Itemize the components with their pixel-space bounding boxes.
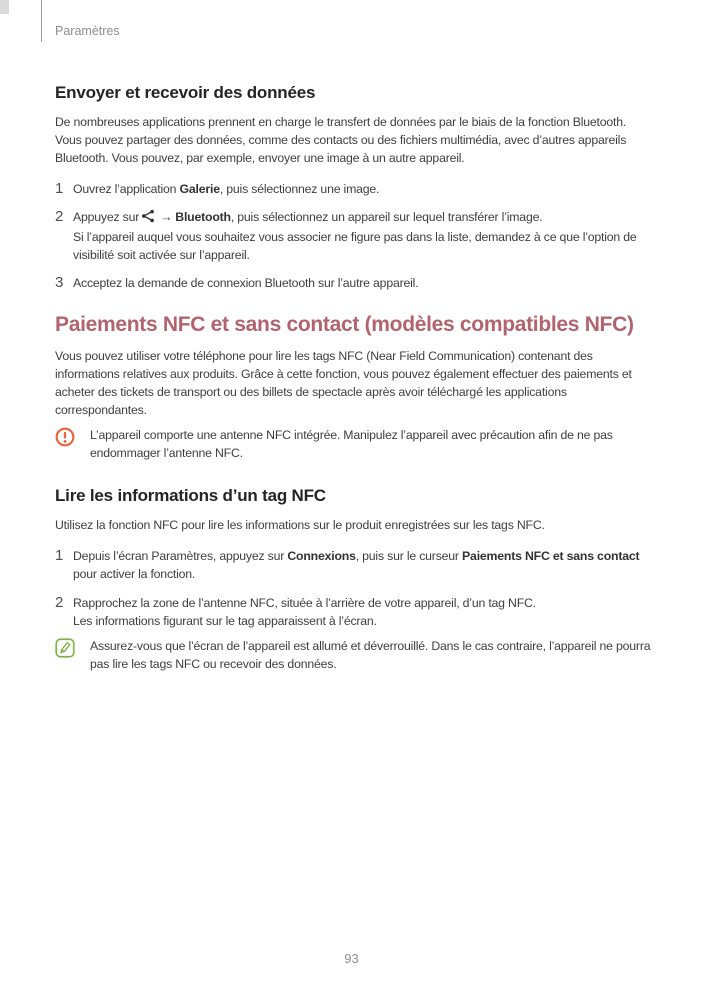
page-content xyxy=(55,84,655,673)
list-item xyxy=(55,594,655,630)
step-number: 1 xyxy=(55,547,64,564)
step-sub-text: Si l’appareil auquel vous souhaitez vous associer ne figure pas dans la liste, demandez à ce que l’option de visibilité soit activée sur l’appareil. xyxy=(73,230,637,262)
step-text xyxy=(73,547,655,583)
step-text-bold: Paiements NFC et sans contact xyxy=(462,549,640,563)
send-receive-steps xyxy=(55,180,655,292)
section-title-read-tag: Lire les informations d’un tag NFC xyxy=(55,486,326,505)
section-title-send-receive: Envoyer et recevoir des données xyxy=(55,83,316,102)
list-item xyxy=(55,180,655,198)
step-text-segment: Depuis l’écran Paramètres, appuyez sur xyxy=(73,549,288,563)
step-number: 2 xyxy=(55,208,64,225)
list-item xyxy=(55,208,655,264)
step-text-segment: , puis sélectionnez une image. xyxy=(219,182,380,196)
nfc-intro: Vous pouvez utiliser votre téléphone pour lire les tags NFC (Near Field Communication) contenant des informations relatives aux produits. Grâce à cette fonction, vous pouvez également effectuer des paiements et acheter des tickets de transport ou des billets de spectacle après avoir téléchargé les applications correspondantes. xyxy=(55,349,632,417)
page-number: 93 xyxy=(344,951,359,966)
warning-text: L’appareil comporte une antenne NFC intégrée. Manipulez l’appareil avec précaution afin de ne pas endommager l’antenne NFC. xyxy=(90,428,613,460)
step-text xyxy=(73,208,655,264)
share-icon xyxy=(141,209,155,228)
pencil-note-icon xyxy=(55,638,75,658)
warning-note xyxy=(55,426,655,462)
step-text-segment: pour activer la fonction. xyxy=(73,567,196,581)
read-tag-steps xyxy=(55,547,655,630)
step-text-bold: Bluetooth xyxy=(175,210,231,224)
arrow-glyph: → xyxy=(160,210,173,224)
section-title-nfc: Paiements NFC et sans contact (modèles compatibles NFC) xyxy=(55,313,634,336)
step-text-bold: Connexions xyxy=(287,549,356,563)
step-sub-text: Les informations figurant sur le tag apparaissent à l’écran. xyxy=(73,614,377,628)
step-text xyxy=(73,180,655,198)
breadcrumb: Paramètres xyxy=(55,24,120,38)
step-text-segment: , puis sur le curseur xyxy=(355,549,463,563)
step-number: 3 xyxy=(55,274,64,291)
step-text-segment: Ouvrez l’application xyxy=(73,182,180,196)
step-text-segment: Appuyez sur xyxy=(73,210,140,224)
step-text-segment: , puis sélectionnez un appareil sur lequel transférer l’image. xyxy=(230,210,543,224)
step-text-bold: Galerie xyxy=(179,182,220,196)
scan-artifact xyxy=(0,0,9,14)
send-receive-intro: De nombreuses applications prennent en charge le transfert de données par le biais de la fonction Bluetooth. Vous pouvez partager des données, comme des contacts ou des fichiers multimédia, avec d’autres appareils Bluetooth. Vous pouvez, par exemple, envoyer une image à un autre appareil. xyxy=(55,115,627,165)
list-item xyxy=(55,274,655,292)
header-divider xyxy=(41,0,42,42)
step-number: 2 xyxy=(55,594,64,611)
list-item xyxy=(55,547,655,583)
warning-exclamation-icon xyxy=(55,427,75,447)
info-note-text: Assurez-vous que l’écran de l’appareil est allumé et déverrouillé. Dans le cas contraire, l’appareil ne pourra pas lire les tags NFC ou recevoir des données. xyxy=(90,639,651,671)
step-number: 1 xyxy=(55,180,64,197)
step-text xyxy=(73,594,655,630)
read-tag-intro: Utilisez la fonction NFC pour lire les informations sur le produit enregistrées sur les tags NFC. xyxy=(55,518,545,532)
step-text-segment: Rapprochez la zone de l’antenne NFC, située à l’arrière de votre appareil, d’un tag NFC. xyxy=(73,596,536,610)
step-text: Acceptez la demande de connexion Bluetooth sur l’autre appareil. xyxy=(73,276,419,290)
info-note xyxy=(55,637,655,673)
